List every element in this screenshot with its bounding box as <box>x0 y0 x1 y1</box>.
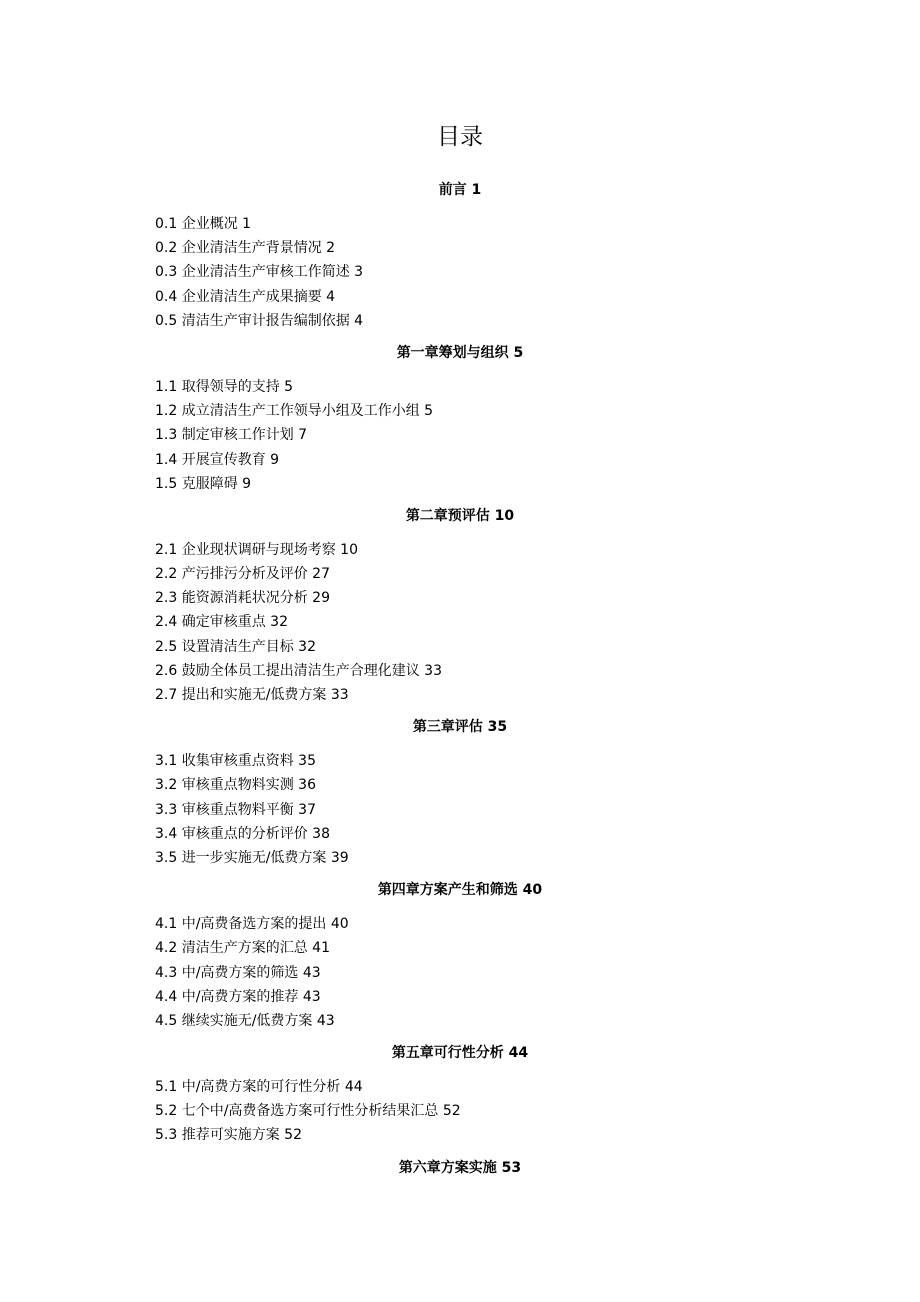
toc-entry: 2.2 产污排污分析及评价 27 <box>155 566 330 583</box>
table-of-contents <box>0 178 920 1190</box>
toc-entry: 1.1 取得领导的支持 5 <box>155 378 294 395</box>
toc-entry: 0.5 清洁生产审计报告编制依据 4 <box>155 312 364 329</box>
toc-entry: 0.3 企业清洁生产审核工作简述 3 <box>155 264 364 281</box>
toc-entry: 2.6 鼓励全体员工提出清洁生产合理化建议 33 <box>155 662 442 679</box>
toc-chapter <box>0 1041 920 1148</box>
page-title: 目录 <box>437 124 483 150</box>
toc-entry: 3.5 进一步实施无/低费方案 39 <box>155 849 349 866</box>
chapter-heading: 第四章方案产生和筛选 40 <box>377 882 543 899</box>
toc-chapter <box>0 715 920 870</box>
toc-entry: 3.2 审核重点物料实测 36 <box>155 777 316 794</box>
toc-entry: 1.2 成立清洁生产工作领导小组及工作小组 5 <box>155 403 434 420</box>
toc-entry: 4.2 清洁生产方案的汇总 41 <box>155 940 330 957</box>
toc-entry: 3.1 收集审核重点资料 35 <box>155 753 316 770</box>
toc-entry: 4.4 中/高费方案的推荐 43 <box>155 988 321 1005</box>
toc-entry: 4.5 继续实施无/低费方案 43 <box>155 1012 335 1029</box>
chapter-heading: 第六章方案实施 53 <box>398 1159 522 1176</box>
toc-entry: 5.1 中/高费方案的可行性分析 44 <box>155 1079 363 1096</box>
chapter-heading: 第三章评估 35 <box>412 719 508 736</box>
toc-entry: 2.4 确定审核重点 32 <box>155 614 288 631</box>
toc-chapter <box>0 341 920 496</box>
toc-chapter <box>0 504 920 707</box>
toc-entry: 3.3 审核重点物料平衡 37 <box>155 801 316 818</box>
toc-entry: 1.4 开展宣传教育 9 <box>155 451 280 468</box>
toc-chapter <box>0 178 920 333</box>
toc-entry: 1.5 克服障碍 9 <box>155 475 252 492</box>
toc-entry: 4.1 中/高费备选方案的提出 40 <box>155 916 349 933</box>
chapter-heading: 第一章筹划与组织 5 <box>396 344 524 361</box>
chapter-heading: 前言 1 <box>438 182 482 198</box>
toc-entry: 1.3 制定审核工作计划 7 <box>155 427 308 444</box>
toc-entry: 0.2 企业清洁生产背景情况 2 <box>155 240 336 257</box>
toc-chapter <box>0 878 920 1033</box>
toc-entry: 4.3 中/高费方案的筛选 43 <box>155 964 321 981</box>
toc-entry: 0.1 企业概况 1 <box>155 216 252 232</box>
toc-entry: 2.7 提出和实施无/低费方案 33 <box>155 687 349 703</box>
toc-entry: 2.3 能资源消耗状况分析 29 <box>155 590 330 607</box>
toc-entry: 2.5 设置清洁生产目标 32 <box>155 638 316 655</box>
chapter-heading: 第二章预评估 10 <box>405 507 515 524</box>
toc-entry: 5.3 推荐可实施方案 52 <box>155 1127 302 1144</box>
toc-entry: 2.1 企业现状调研与现场考察 10 <box>155 541 358 558</box>
toc-entry: 5.2 七个中/高费备选方案可行性分析结果汇总 52 <box>155 1103 461 1120</box>
chapter-heading: 第五章可行性分析 44 <box>391 1045 529 1062</box>
toc-entry: 0.4 企业清洁生产成果摘要 4 <box>155 288 336 305</box>
toc-chapter <box>0 1156 920 1180</box>
toc-entry: 3.4 审核重点的分析评价 38 <box>155 825 330 842</box>
